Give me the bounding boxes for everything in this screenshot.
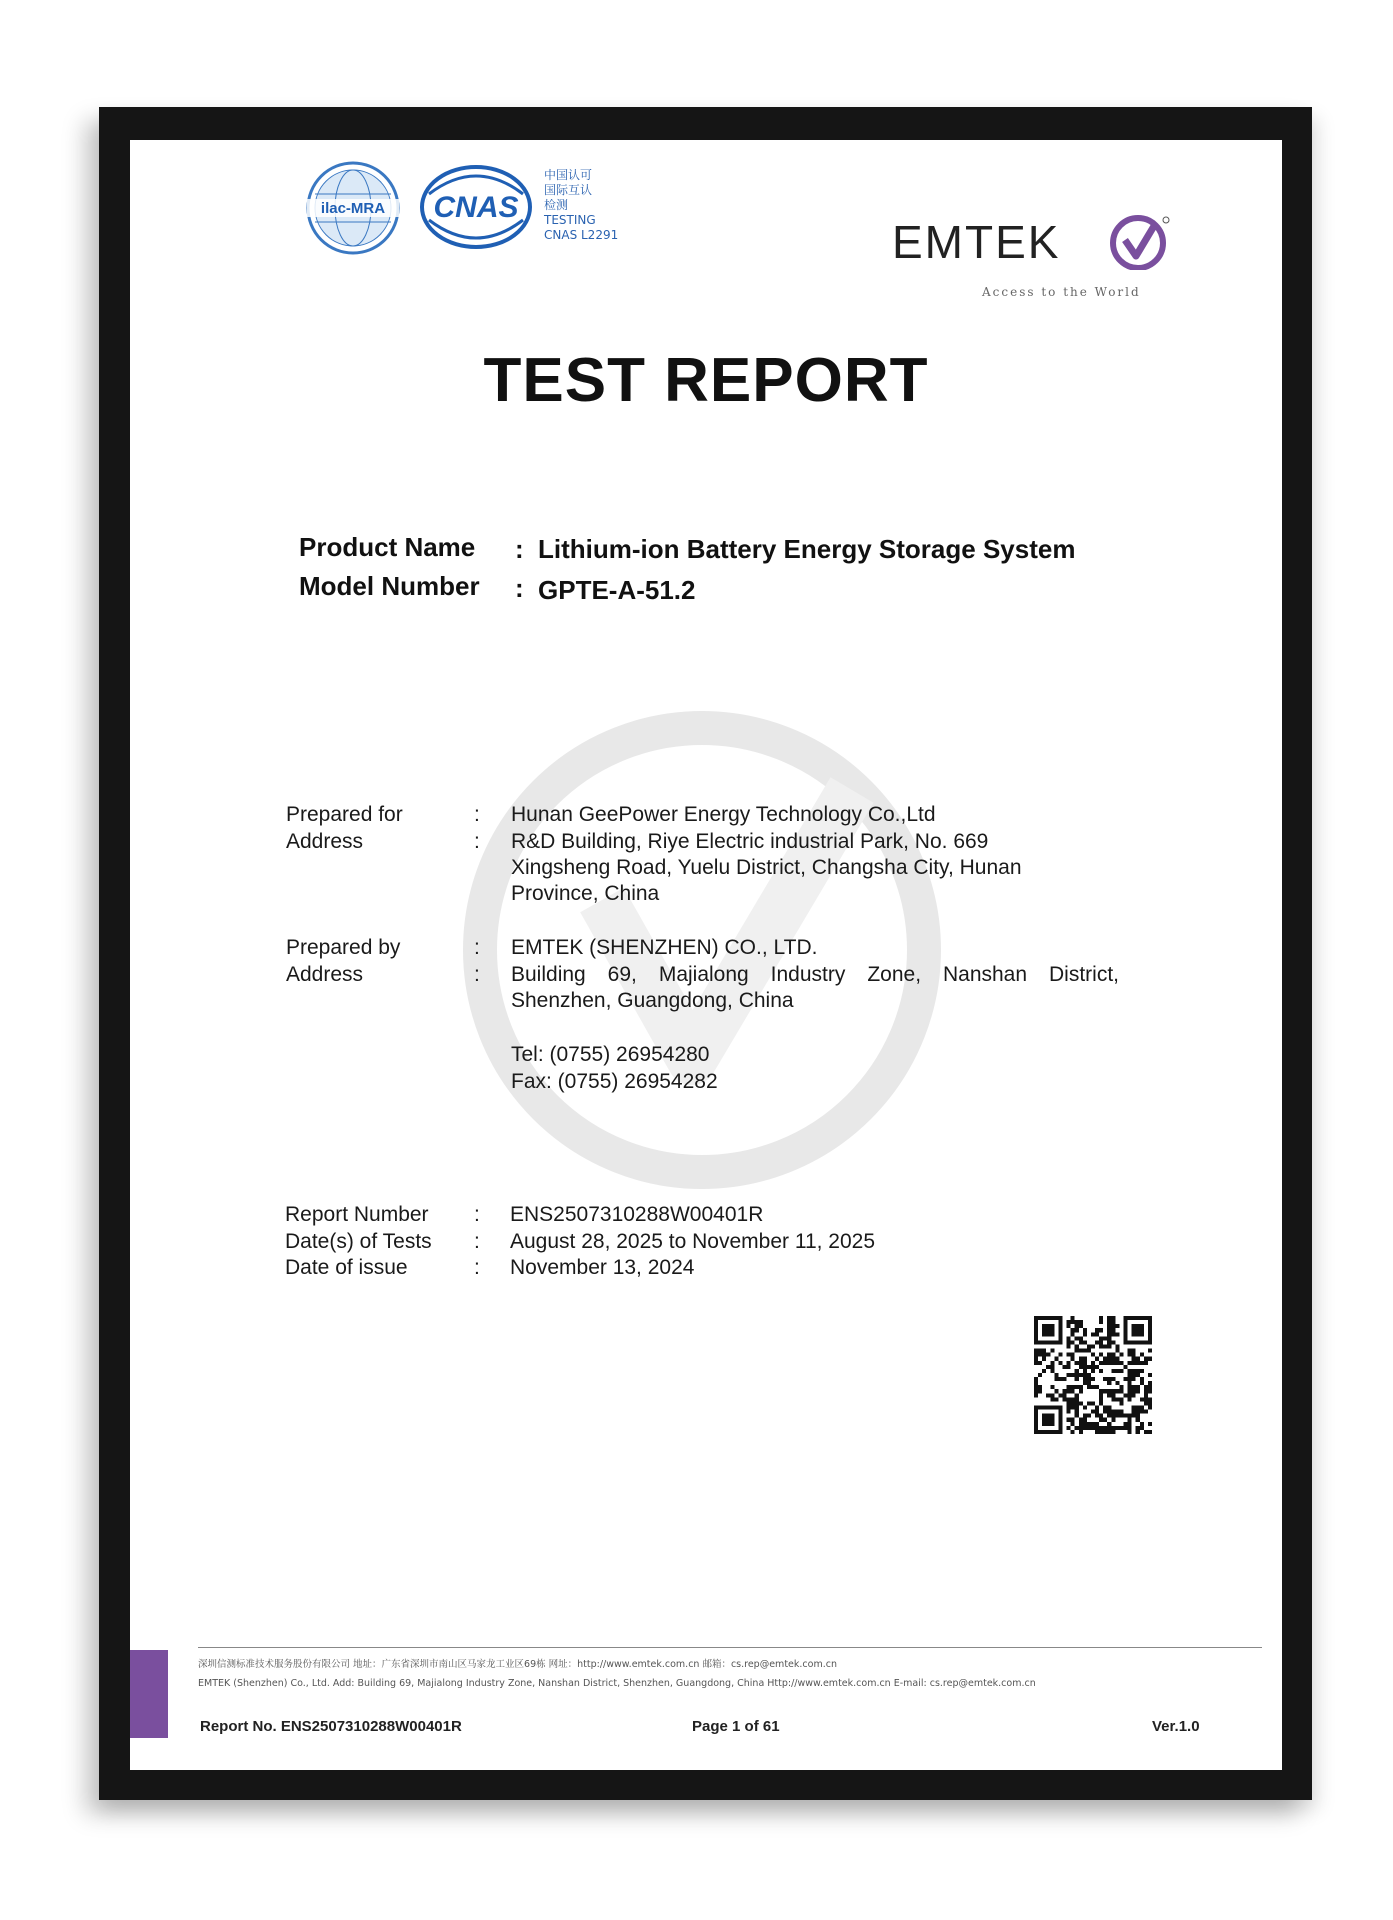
address-line: R&D Building, Riye Electric industrial Park, No. 669: [511, 830, 989, 853]
model-number-label: Model Number: [299, 571, 480, 601]
cnas-text: CNAS: [433, 191, 519, 224]
emtek-logo: [892, 212, 1172, 270]
cnas-line: 国际互认: [544, 183, 593, 197]
separator: :: [474, 830, 480, 853]
emtek-tagline: Access to the World: [982, 285, 1141, 299]
separator: :: [474, 936, 480, 959]
qr-finder-square: [1036, 1408, 1060, 1432]
model-number-value: GPTE-A-51.2: [538, 575, 696, 605]
issue-date-value: November 13, 2024: [510, 1256, 695, 1279]
separator: :: [474, 1203, 480, 1226]
footer-report-number: Report No. ENS2507310288W00401R: [200, 1718, 462, 1735]
prepared-for-label: Prepared for: [286, 803, 403, 826]
qr-code: [1034, 1316, 1152, 1434]
separator: :: [515, 573, 524, 603]
prepared-for-address: [511, 829, 1022, 907]
test-dates-value: August 28, 2025 to November 11, 2025: [510, 1230, 876, 1253]
ilac-mra-logo: [305, 160, 401, 256]
cnas-line: CNAS L2291: [544, 228, 619, 242]
cnas-line: TESTING: [544, 213, 596, 227]
issue-date-label: Date of issue: [285, 1256, 408, 1279]
address-line: Shenzhen, Guangdong, China: [511, 989, 794, 1012]
report-number-label: Report Number: [285, 1203, 429, 1226]
purple-accent-bar: [130, 1650, 168, 1738]
separator: :: [474, 963, 480, 986]
separator: :: [474, 1230, 480, 1253]
page-title: TEST REPORT: [483, 346, 929, 415]
cnas-line: 中国认可: [544, 168, 593, 182]
fax-text: Fax: (0755) 26954282: [511, 1070, 718, 1093]
address-label: Address: [286, 830, 364, 853]
page-number: Page 1 of 61: [692, 1718, 780, 1735]
footer-en-line: EMTEK (Shenzhen) Co., Ltd. Add: Building 69, Majialong Industry Zone, Nanshan District, Shenzhen, Guangdong, China Http://www.emtek.com.cn E-mail: cs.rep@emtek.com.cn: [198, 1678, 1036, 1689]
separator: :: [474, 803, 480, 826]
address-line: Xingsheng Road, Yuelu District, Changsha City, Hunan: [511, 856, 1022, 879]
prepared-by-label: Prepared by: [286, 936, 401, 959]
ilac-text: ilac-MRA: [320, 200, 386, 217]
tel-text: Tel: (0755) 26954280: [511, 1043, 710, 1066]
report-number-value: ENS2507310288W00401R: [510, 1203, 764, 1226]
prepared-by-address: [511, 962, 1119, 1014]
report-page: [130, 140, 1282, 1770]
footer-cn-line: 深圳信测标准技术服务股份有限公司 地址：广东省深圳市南山区马家龙工业区69栋 网址：http://www.emtek.com.cn 邮箱：cs.rep@emtek.com.cn: [198, 1659, 837, 1670]
cnas-logo: [419, 164, 533, 250]
separator: :: [474, 1256, 480, 1279]
address-line: Province, China: [511, 882, 660, 905]
product-name-value: Lithium-ion Battery Energy Storage System: [538, 534, 1076, 564]
cnas-line: 检测: [544, 198, 569, 212]
cnas-accreditation-text: [544, 168, 618, 243]
footer-divider: [198, 1647, 1262, 1648]
emtek-name: EMTEK: [892, 216, 1061, 268]
separator: :: [515, 534, 524, 564]
qr-finder-square: [1126, 1318, 1150, 1342]
address-line: Building 69, Majialong Industry Zone, Nanshan District,: [511, 963, 1119, 986]
prepared-by-value: EMTEK (SHENZHEN) CO., LTD.: [511, 936, 818, 959]
address-label: Address: [286, 963, 364, 986]
prepared-for-value: Hunan GeePower Energy Technology Co.,Ltd: [511, 803, 936, 826]
qr-finder-square: [1036, 1318, 1060, 1342]
product-name-label: Product Name: [299, 532, 476, 562]
version: Ver.1.0: [1152, 1718, 1200, 1735]
test-dates-label: Date(s) of Tests: [285, 1230, 432, 1253]
